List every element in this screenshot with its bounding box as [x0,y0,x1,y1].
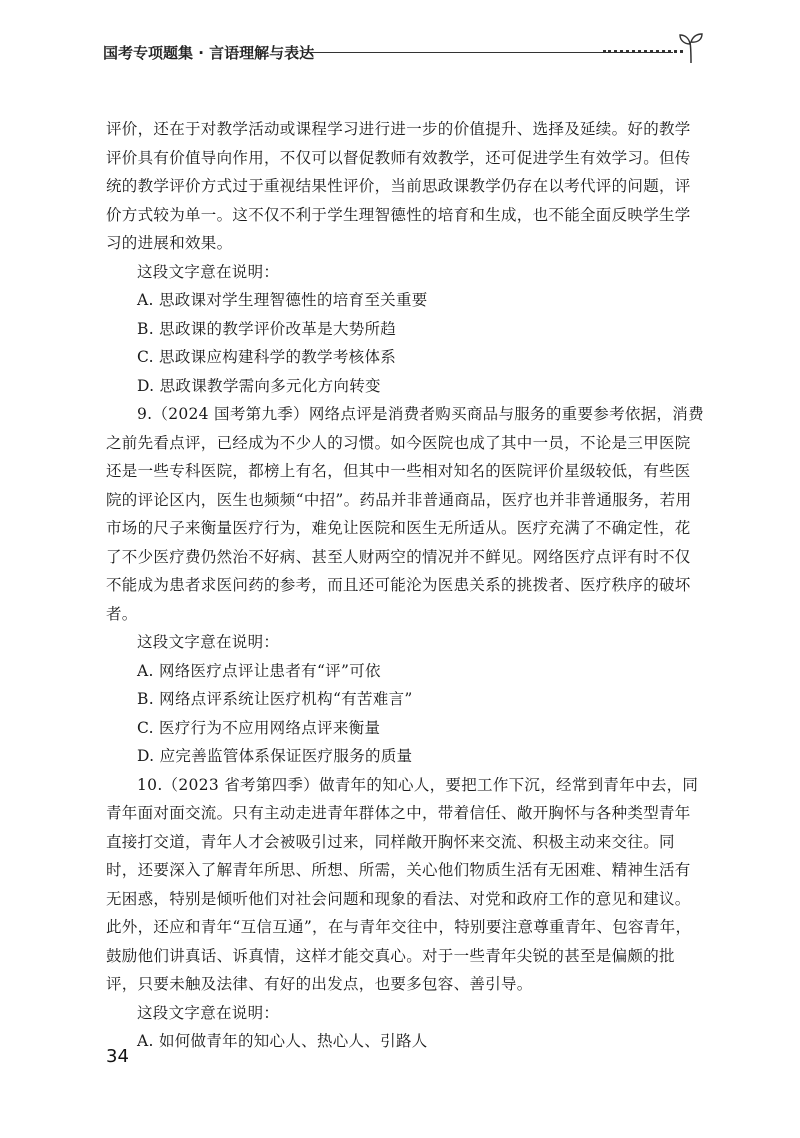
question-9-option-d: D. 应完善监管体系保证医疗服务的质量 [137,747,413,765]
question-10-text: 10.（2023 省考第四季）做青年的知心人，要把工作下沉，经常到青年中去，同青年面对面交流。只有主动走进青年群体之中，带着信任、敞开胸怀与各种类型青年直接打交道，青年人才会被吸引过来，同样敞开胸怀来交流、积极主动来交往。同时，还要深入了解青年所思、所想、所需，关心他们物质生活有无困难、精神生活有无困惑，特别是倾听他们对社会问题和现象的看法、对党和政府工作的意见和建议。此外，还应和青年“互信互通”，在与青年交往中，特别要注意尊重青年、包容青年，鼓励他们讲真话、诉真情，这样才能交真心。对于一些青年尖锐的甚至是偏颇的批评，只要未触及法律、有好的出发点，也要多包容、善引导。 [106,775,699,993]
question-9-option-b: B. 网络点评系统让医疗机构“有苦难言” [137,690,413,708]
question-8-prompt: 这段文字意在说明： [137,262,280,281]
question-9-option-c: C. 医疗行为不应用网络点评来衡量 [137,718,381,737]
question-9-option-a: A. 网络医疗点评让患者有“评”可依 [137,661,381,680]
running-header [103,38,703,68]
page-content [106,115,706,1056]
question-9-prompt: 这段文字意在说明： [137,633,280,651]
sprout-icon [678,32,704,64]
page-number: 34 [106,1046,129,1067]
question-8-option-c: C. 思政课应构建科学的教学考核体系 [137,348,397,366]
header-dots [603,50,683,53]
passage-intro: 评价，还在于对教学活动或课程学习进行进一步的价值提升、选择及延续。好的教学评价具有价值导向作用，不仅可以督促教师有效教学，还可促进学生有效学习。但传统的教学评价方式过于重视结果性评价，当前思政课教学仍存在以考代评的问题，评价方式较为单一。这不仅不利于学生理智德性的培育和生成，也不能全面反映学生学习的进展和效果。 [106,120,691,252]
question-8-option-a: A. 思政课对学生理智德性的培育至关重要 [137,291,428,309]
header-title: 国考专项题集 · 言语理解与表达 [103,44,315,62]
question-8-option-b: B. 思政课的教学评价改革是大势所趋 [137,319,397,338]
question-10-option-a: A. 如何做青年的知心人、热心人、引路人 [137,1032,428,1050]
question-10-prompt: 这段文字意在说明： [137,1003,280,1022]
question-9-text: 9.（2024 国考第九季）网络点评是消费者购买商品与服务的重要参考依据，消费之前先看点评，已经成为不少人的习惯。如今医院也成了其中一员，不论是三甲医院还是一些专科医院，都榜上有名，但其中一些相对知名的医院评价星级较低，有些医院的评论区内，医生也频频“中招”。药品并非普通商品，医疗也并非普通服务，若用市场的尺子来衡量医疗行为，难免让医院和医生无所适从。医疗充满了不确定性，花了不少医疗费仍然治不好病、甚至人财两空的情况并不鲜见。网络医疗点评有时不仅不能成为患者求医问药的参考，而且还可能沦为医患关系的挑拨者、医疗秩序的破坏者。 [106,405,704,623]
question-8-option-d: D. 思政课教学需向多元化方向转变 [137,376,381,395]
